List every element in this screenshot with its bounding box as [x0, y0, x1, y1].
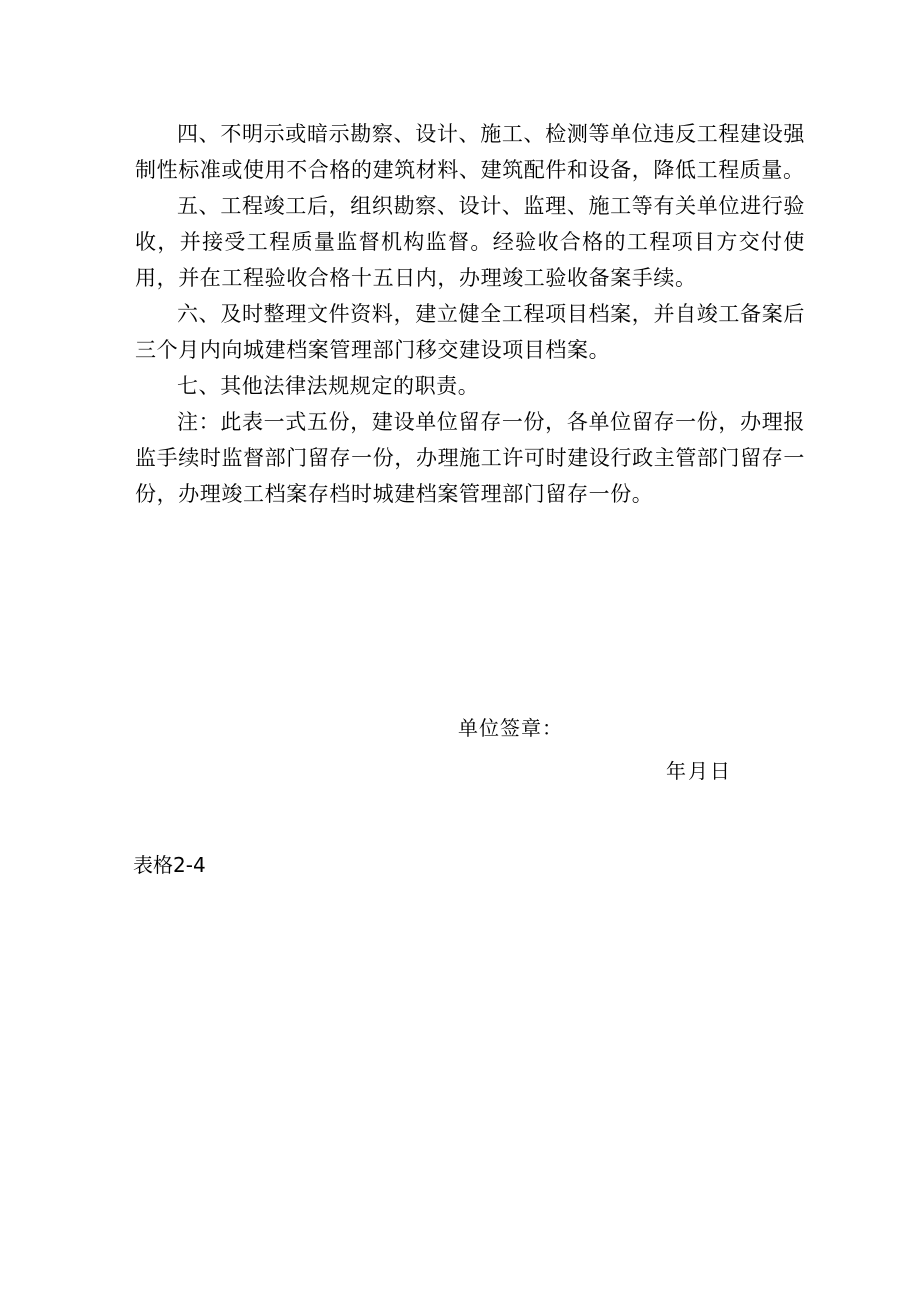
table-label: 表格2-4 [133, 853, 206, 877]
paragraph-item-4: 四、不明示或暗示勘察、设计、施工、检测等单位违反工程建设强制性标准或使用不合格的建筑材料、建筑配件和设备，降低工程质量。 [135, 122, 805, 182]
paragraph-item-6: 六、及时整理文件资料，建立健全工程项目档案，并自竣工备案后三个月内向城建档案管理部门移交建设项目档案。 [135, 302, 805, 362]
paragraph-item-7: 七、其他法律法规规定的职责。 [177, 374, 480, 398]
paragraph-item-5: 五、工程竣工后，组织勘察、设计、监理、施工等有关单位进行验收，并接受工程质量监督机构监督。经验收合格的工程项目方交付使用，并在工程验收合格十五日内，办理竣工验收备案手续。 [135, 194, 805, 290]
body-text [135, 116, 805, 512]
date-label: 年月日 [666, 759, 732, 783]
signature-label: 单位签章： [458, 716, 563, 740]
paragraph-note: 注：此表一式五份，建设单位留存一份，各单位留存一份，办理报监手续时监督部门留存一份，办理施工许可时建设行政主管部门留存一份，办理竣工档案存档时城建档案管理部门留存一份。 [135, 410, 805, 506]
